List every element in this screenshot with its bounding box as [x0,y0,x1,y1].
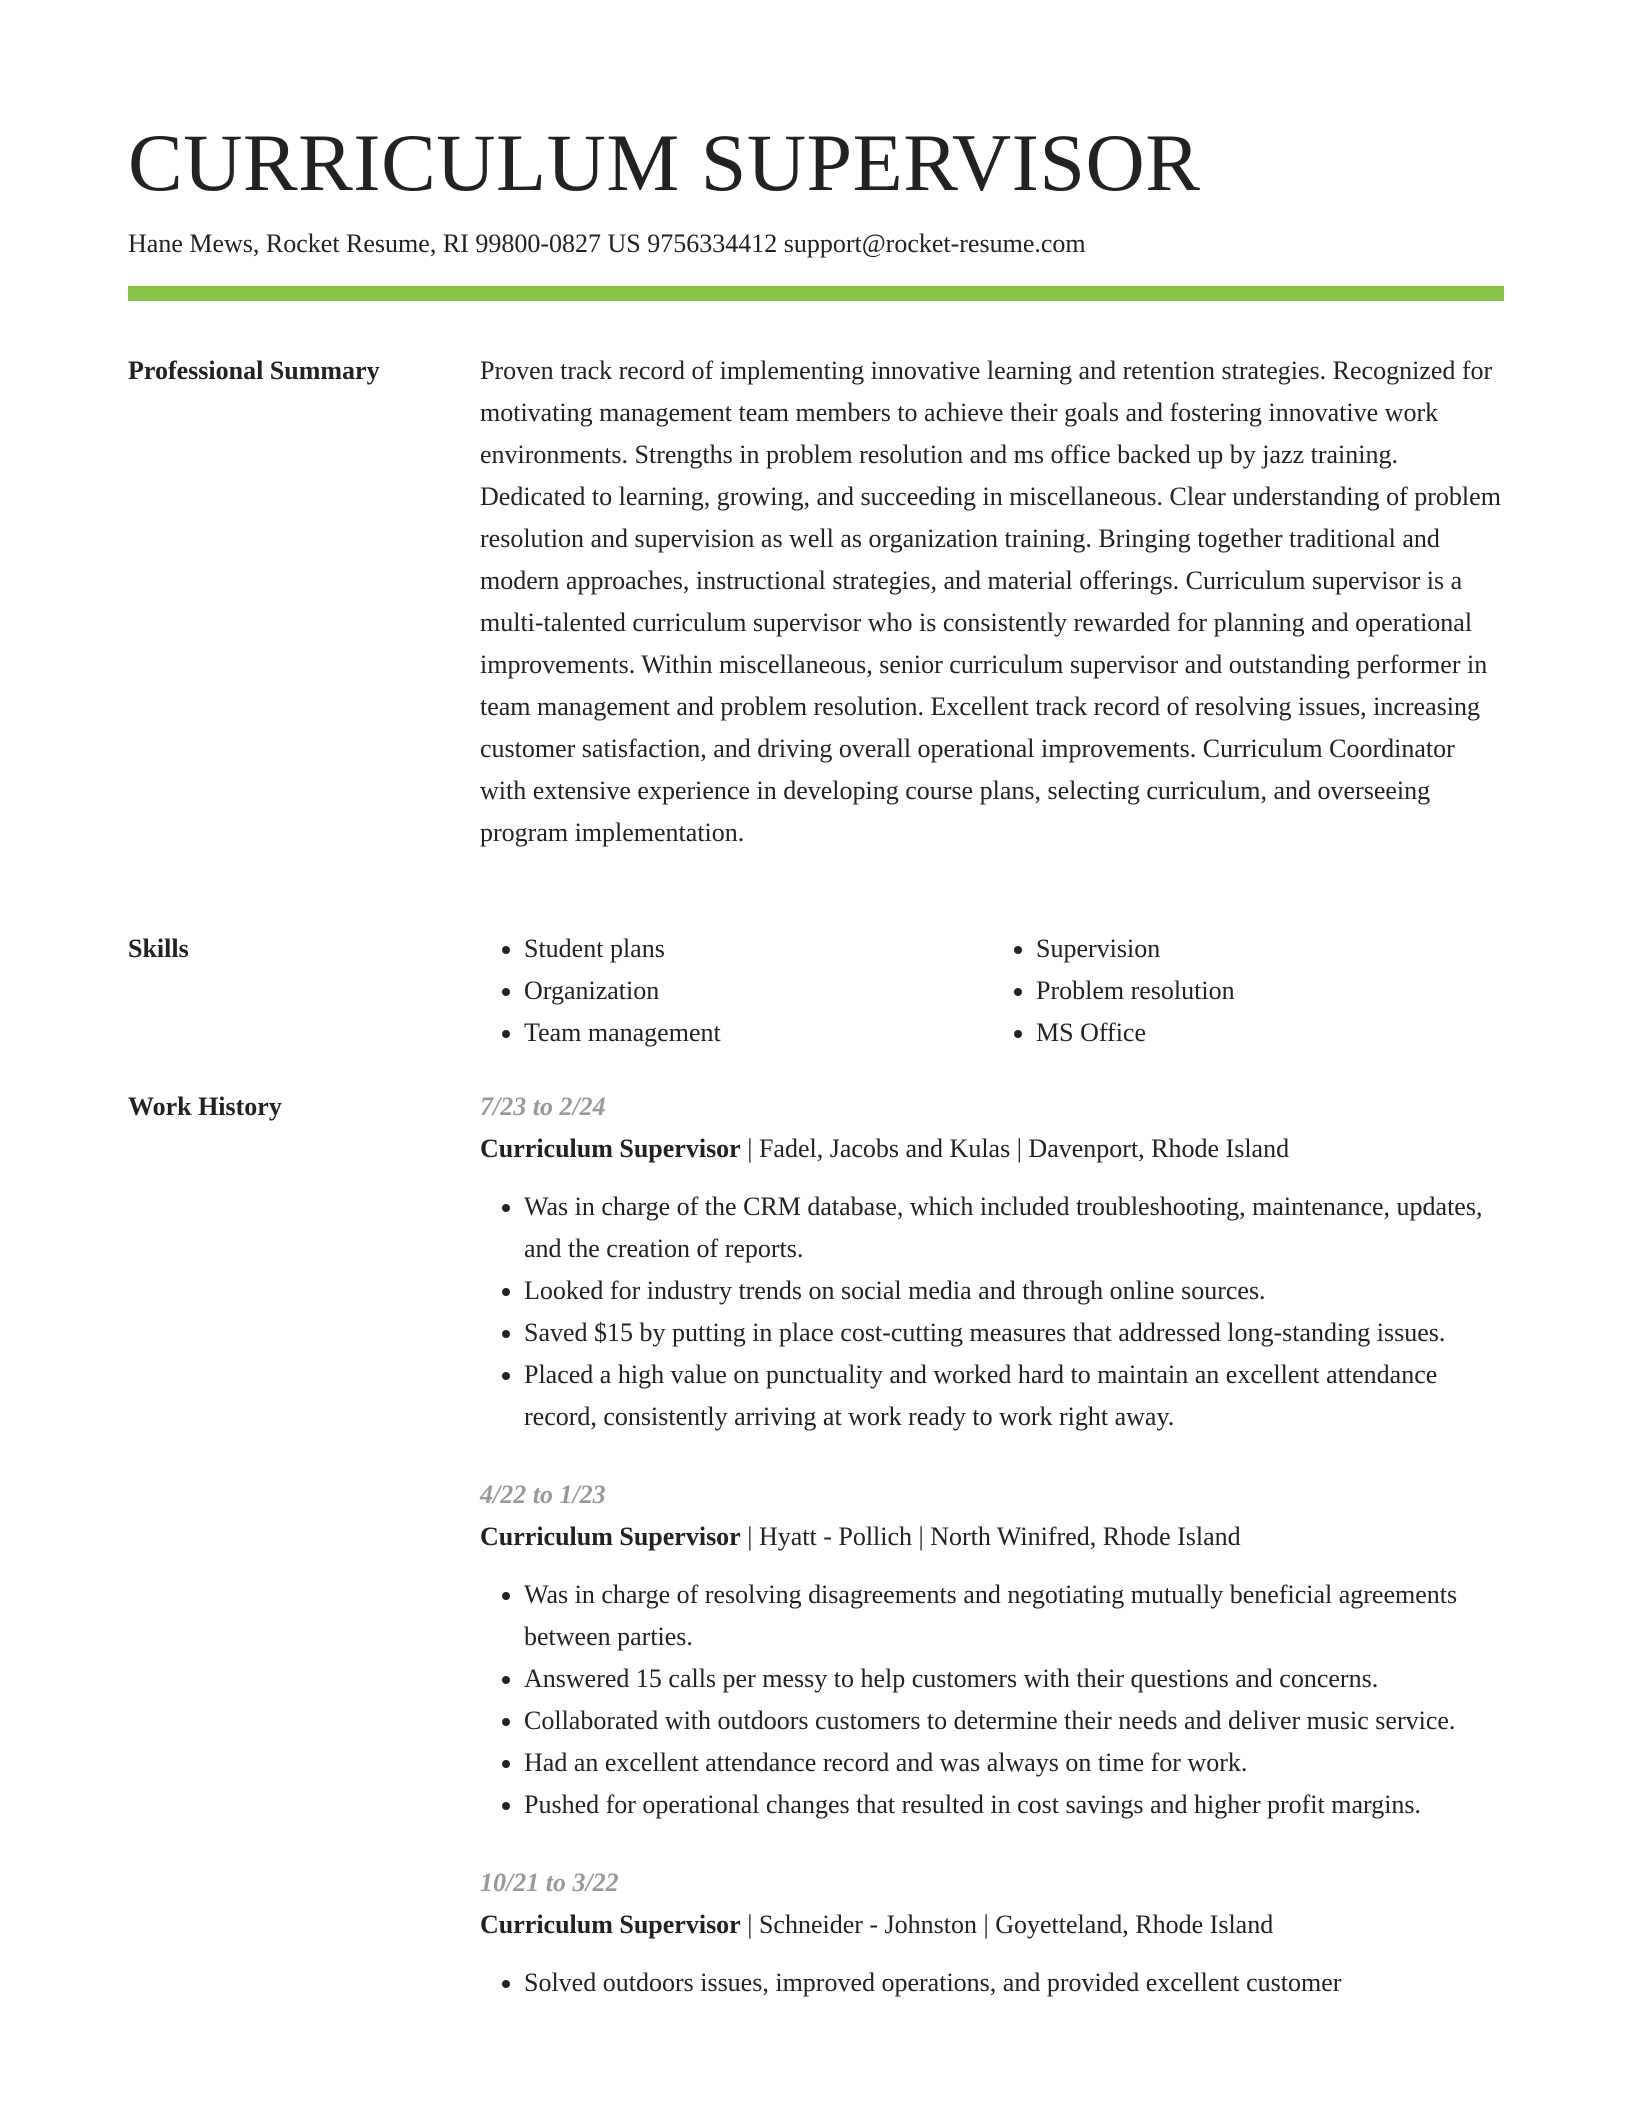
skills-body [480,928,1504,1054]
job-bullet: • Answered 15 calls per messy to help customers with their questions and concerns. [524,1658,1504,1700]
skills-list-right [992,928,1504,1054]
job-dates: 4/22 to 1/23 [480,1480,606,1509]
job-bullet: • Placed a high value on punctuality and worked hard to maintain an excellent attendance record, consistently arriving at work ready to work right away. [524,1354,1504,1438]
header-divider [128,286,1504,301]
skill-item: • MS Office [1036,1012,1504,1054]
job-details: | Schneider - Johnston | Goyetteland, Rhode Island [740,1910,1274,1939]
summary-text: Proven track record of implementing innovative learning and retention strategies. Recognized for motivating management team members to achieve their goals and fostering innovative work environments. Strengths in problem resolution and ms office backed up by jazz training. Dedicated to learning, growing, and succeeding in miscellaneous. Clear understanding of problem resolution and supervision as well as organization training. Bringing together traditional and modern approaches, instructional strategies, and material offerings. Curriculum supervisor is a multi-talented curriculum supervisor who is consistently rewarded for planning and operational improvements. Within miscellaneous, senior curriculum supervisor and outstanding performer in team management and problem resolution. Excellent track record of resolving issues, increasing customer satisfaction, and driving overall operational improvements. Curriculum Coordinator with extensive experience in developing course plans, selecting curriculum, and overseeing program implementation. [480,356,1501,847]
job-bullet: • Collaborated with outdoors customers to determine their needs and deliver music service. [524,1700,1504,1742]
skills-section [128,928,1504,1054]
work-history-body [480,1086,1504,2040]
job-bullet: • Looked for industry trends on social media and through online sources. [524,1270,1504,1312]
job-bullet: • Solved outdoors issues, improved operations, and provided excellent customer [524,1962,1504,2004]
job-heading [480,1516,1504,1558]
job-bullet: • Was in charge of resolving disagreements and negotiating mutually beneficial agreements between parties. [524,1574,1504,1658]
professional-summary-section [128,350,1504,854]
job-bullet: • Pushed for operational changes that resulted in cost savings and higher profit margins. [524,1784,1504,1826]
job-bullet: • Had an excellent attendance record and was always on time for work. [524,1742,1504,1784]
job-entry [480,1086,1504,1438]
resume-title: CURRICULUM SUPERVISOR [128,117,1201,208]
skill-item: • Organization [524,970,992,1012]
resume-header [128,118,1504,259]
job-heading [480,1128,1504,1170]
skill-item: • Problem resolution [1036,970,1504,1012]
job-bullet: • Was in charge of the CRM database, which included troubleshooting, maintenance, updates, and the creation of reports. [524,1186,1504,1270]
job-title: Curriculum Supervisor [480,1910,741,1939]
work-history-section [128,1086,1504,2040]
job-dates: 10/21 to 3/22 [480,1868,619,1897]
contact-line: Hane Mews, Rocket Resume, RI 99800-0827 US 9756334412 support@rocket-resume.com [128,229,1086,259]
job-bullet: • Saved $15 by putting in place cost-cutting measures that addressed long-standing issues. [524,1312,1504,1354]
job-details: | Fadel, Jacobs and Kulas | Davenport, Rhode Island [740,1134,1290,1163]
skills-list-left [480,928,992,1054]
job-title: Curriculum Supervisor [480,1522,741,1551]
job-entry [480,1474,1504,1826]
job-bullets [480,1574,1504,1826]
job-entry [480,1862,1504,2004]
job-details: | Hyatt - Pollich | North Winifred, Rhode Island [740,1522,1241,1551]
section-label-skills: Skills [128,934,189,963]
skill-item: • Team management [524,1012,992,1054]
skills-grid [480,928,1504,1054]
job-title: Curriculum Supervisor [480,1134,741,1163]
section-label-summary: Professional Summary [128,356,380,385]
skill-item: • Supervision [1036,928,1504,970]
job-heading [480,1904,1504,1946]
job-dates: 7/23 to 2/24 [480,1092,606,1121]
skill-item: • Student plans [524,928,992,970]
job-bullets [480,1962,1504,2004]
section-label-work: Work History [128,1092,282,1121]
job-bullets [480,1186,1504,1438]
